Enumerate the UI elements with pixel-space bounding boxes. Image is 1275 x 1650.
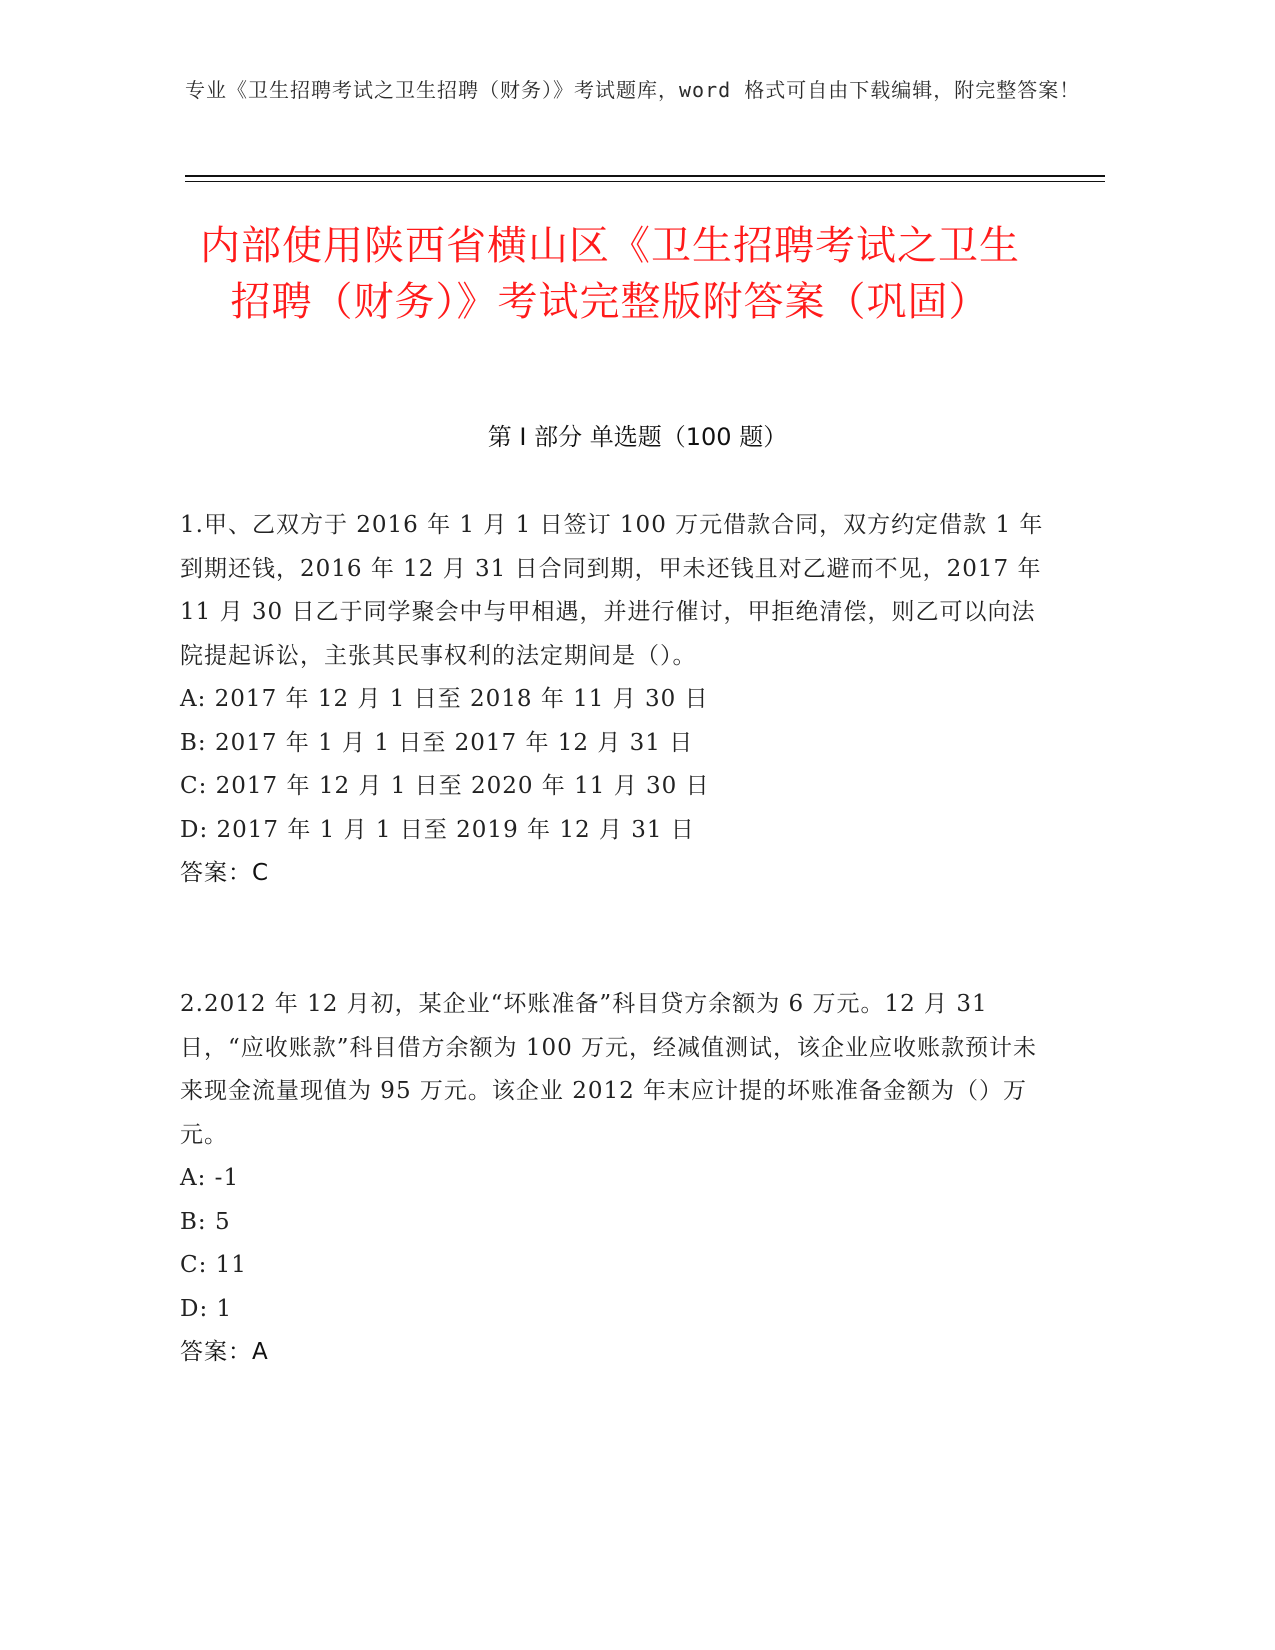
question-stem: 1.甲、乙双方于 2016 年 1 月 1 日签订 100 万元借款合同，双方约定借款 1 年到期还钱，2016 年 12 月 31 日合同到期，甲未还钱且对乙避而不见，2017 年 11 月 30 日乙于同学聚会中与甲相遇，并进行催讨，甲拒绝清偿，则乙可以向法院提起诉讼，主张其民事权利的法定期间是（）。 [180,512,1044,669]
option-c: C: 11 [180,1252,247,1278]
question-stem: 2.2012 年 12 月初，某企业“坏账准备”科目贷方余额为 6 万元。12 月 31 日，“应收账款”科目借方余额为 100 万元，经减值测试，该企业应收账款预计未来现金流量现值为 95 万元。该企业 2012 年末应计提的坏账准备金额为（）万元。 [180,991,1038,1148]
question-1 [180,504,1050,896]
option-b: B: 2017 年 1 月 1 日至 2017 年 12 月 31 日 [180,729,694,756]
answer-line: 答案：A [180,1339,269,1365]
header-divider-thick [185,175,1105,177]
option-d: D: 2017 年 1 月 1 日至 2019 年 12 月 31 日 [180,816,695,843]
option-a: A: -1 [180,1165,240,1191]
option-a: A: 2017 年 12 月 1 日至 2018 年 11 月 30 日 [180,686,709,712]
section-heading: 第 I 部分 单选题（100 题） [487,423,788,451]
header-note: 专业《卫生招聘考试之卫生招聘（财务）》考试题库，word 格式可自由下载编辑，附完整答案！ [185,78,1081,102]
question-2 [180,983,1050,1375]
answer-line: 答案：C [180,860,270,886]
option-d: D: 1 [180,1295,233,1322]
option-b: B: 5 [180,1208,231,1235]
document-title: 内部使用陕西省横山区《卫生招聘考试之卫生招聘（财务）》考试完整版附答案（巩固） [200,223,1020,325]
option-c: C: 2017 年 12 月 1 日至 2020 年 11 月 30 日 [180,773,710,799]
header-divider-thin [185,181,1105,182]
